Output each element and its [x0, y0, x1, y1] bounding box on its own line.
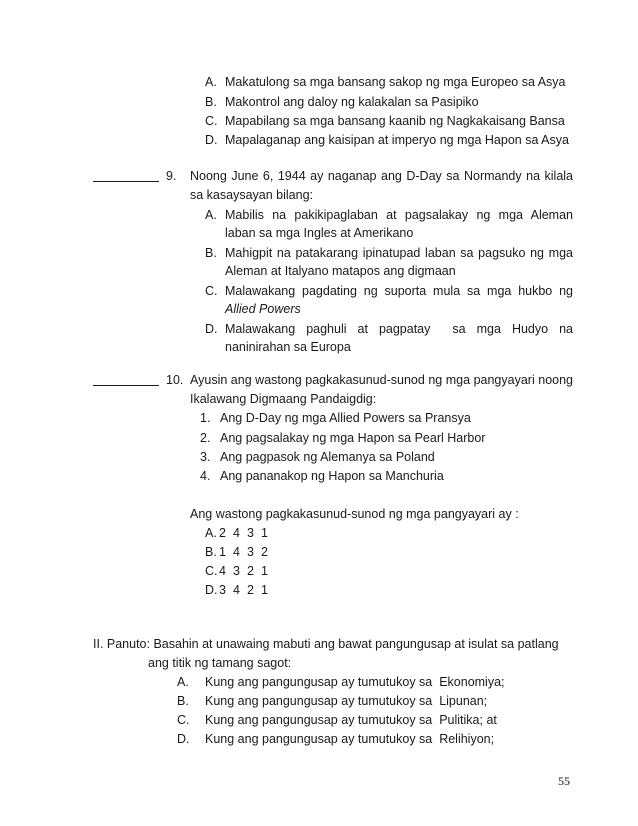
section-2-instruction-line2: ang titik ng tamang sagot:	[148, 656, 292, 670]
q9-choice-d-line2: naninirahan sa Europa	[225, 340, 351, 354]
q9-choice-d-line1: Malawakang paghuli at pagpatay sa mga Hudyo na	[225, 322, 573, 336]
question-number-9: 9.	[166, 169, 177, 183]
section-2-choice-b	[177, 693, 487, 709]
event-number: 1.	[200, 411, 211, 425]
choice-text: Kung ang pangungusap ay tumutukoy sa Ekonomiya;	[205, 675, 505, 689]
event-text: Ang D-Day ng mga Allied Powers sa Pransya	[220, 411, 471, 425]
section-2-choice-c	[177, 712, 497, 728]
choice-text: Mapabilang sa mga bansang kaanib ng Nagkakaisang Bansa	[225, 114, 565, 128]
choice-text: Mapalaganap ang kaisipan at imperyo ng mga Hapon sa Asya	[225, 133, 569, 147]
q9-choice-a-letter: A.	[205, 208, 217, 222]
choice-letter: C.	[205, 114, 218, 128]
seq-value: 4	[233, 526, 240, 540]
seq-value: 1	[261, 526, 268, 540]
prev-choice-a	[205, 74, 566, 90]
question-10-text-line1: Ayusin ang wastong pagkakasunud-sunod ng mga pangyayari noong	[190, 373, 573, 387]
seq-value: 3	[219, 583, 226, 597]
choice-letter: C.	[177, 713, 190, 727]
seq-value: 2	[261, 545, 268, 559]
event-number: 3.	[200, 450, 211, 464]
q9-choice-d-letter: D.	[205, 322, 218, 336]
option-letter: A.	[205, 526, 217, 540]
option-letter: D.	[205, 583, 218, 597]
question-number-10: 10.	[166, 373, 184, 387]
q10-option-a	[205, 525, 275, 541]
seq-value: 3	[247, 526, 254, 540]
event-number: 4.	[200, 469, 211, 483]
question-10-text-line2: Ikalawang Digmaang Pandaigdig:	[190, 392, 377, 406]
seq-value: 2	[247, 583, 254, 597]
seq-value: 1	[261, 583, 268, 597]
seq-value: 1	[261, 564, 268, 578]
q10-option-d	[205, 582, 275, 598]
sequence-prompt: Ang wastong pagkakasunud-sunod ng mga pangyayari ay :	[190, 507, 519, 521]
seq-value: 4	[219, 564, 226, 578]
q9-choice-b-line2: Aleman at Italyano matapos ang digmaan	[225, 264, 456, 278]
q9-choice-b-letter: B.	[205, 246, 217, 260]
prev-choice-d	[205, 132, 569, 148]
seq-value: 3	[247, 545, 254, 559]
answer-blank-9[interactable]	[93, 181, 159, 182]
event-number: 2.	[200, 431, 211, 445]
choice-letter: D.	[205, 133, 218, 147]
choice-text: Makontrol ang daloy ng kalakalan sa Pasipiko	[225, 95, 479, 109]
option-letter: C.	[205, 564, 218, 578]
event-item-3	[200, 449, 435, 465]
q9-choice-a-line2: laban sa mga Ingles at Amerikano	[225, 226, 414, 240]
q9-choice-c-letter: C.	[205, 284, 218, 298]
page-number: 55	[558, 774, 570, 788]
choice-text: Kung ang pangungusap ay tumutukoy sa Pulitika; at	[205, 713, 497, 727]
q9-choice-c-line2: Allied Powers	[225, 302, 301, 316]
event-item-4	[200, 468, 444, 484]
seq-value: 3	[233, 564, 240, 578]
seq-value: 2	[247, 564, 254, 578]
event-text: Ang pagsalakay ng mga Hapon sa Pearl Harbor	[220, 431, 486, 445]
option-letter: B.	[205, 545, 217, 559]
event-text: Ang pagpasok ng Alemanya sa Poland	[220, 450, 435, 464]
event-item-2	[200, 430, 485, 446]
seq-value: 1	[219, 545, 226, 559]
choice-letter: B.	[177, 694, 189, 708]
q9-choice-b-line1: Mahigpit na patakarang ipinatupad laban sa pagsuko ng mga	[225, 246, 573, 260]
seq-value: 4	[233, 545, 240, 559]
event-item-1	[200, 410, 471, 426]
question-9-text-line2: sa kasaysayan bilang:	[190, 188, 313, 202]
choice-letter: A.	[177, 675, 189, 689]
seq-value: 2	[219, 526, 226, 540]
choice-letter: A.	[205, 75, 217, 89]
q10-option-b	[205, 544, 275, 560]
event-text: Ang pananakop ng Hapon sa Manchuria	[220, 469, 444, 483]
section-2-choice-d	[177, 731, 494, 747]
q9-choice-a-line1: Mabilis na pakikipaglaban at pagsalakay ng mga Aleman	[225, 208, 573, 222]
choice-text: Kung ang pangungusap ay tumutukoy sa Lipunan;	[205, 694, 488, 708]
choice-letter: B.	[205, 95, 217, 109]
section-2-choice-a	[177, 674, 505, 690]
q10-option-c	[205, 563, 275, 579]
choice-text: Kung ang pangungusap ay tumutukoy sa Relihiyon;	[205, 732, 495, 746]
choice-text: Makatulong sa mga bansang sakop ng mga Europeo sa Asya	[225, 75, 566, 89]
choice-letter: D.	[177, 732, 190, 746]
q9-choice-c-line1: Malawakang pagdating ng suporta mula sa mga hukbo ng	[225, 284, 573, 298]
seq-value: 4	[233, 583, 240, 597]
question-9-text-line1: Noong June 6, 1944 ay naganap ang D-Day sa Normandy na kilala	[190, 169, 573, 183]
answer-blank-10[interactable]	[93, 385, 159, 386]
prev-choice-c	[205, 113, 565, 129]
prev-choice-b	[205, 94, 479, 110]
section-2-instruction-line1: II. Panuto: Basahin at unawaing mabuti ang bawat pangungusap at isulat sa patlang	[93, 637, 559, 651]
